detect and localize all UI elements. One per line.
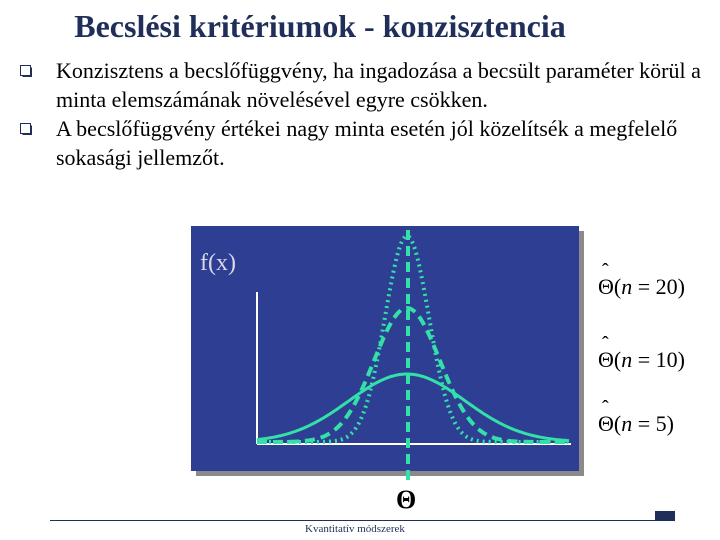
bullet-text: Konzisztens a becslőfüggvény, ha ingadozása a becsült paraméter körül a minta elemszámának növelésével egyre csökken. (56, 58, 701, 112)
footer-text: Kvantitatív módszerek (305, 523, 405, 535)
theta-center-line (405, 230, 411, 485)
x-axis-label: Θ (396, 485, 417, 514)
theta-hat-symbol: ˆ Θ (598, 411, 614, 437)
bullet-text: A becslőfüggvény értékei nagy minta esetén jól közelítsék a megfelelő sokasági jellemzőt. (56, 116, 678, 170)
bullet-item (20, 56, 710, 114)
legend-n20: ˆ Θ(n = 20) (598, 274, 685, 300)
bullet-list (20, 56, 710, 172)
slide-title: Becslési kritériumok - konzisztencia (74, 8, 566, 44)
theta-hat-symbol: ˆ Θ (598, 274, 614, 300)
footer-accent-box (655, 511, 675, 521)
bullet-item (20, 114, 710, 172)
distribution-figure (191, 226, 584, 476)
checkbox-bullet-icon (20, 65, 32, 77)
legend-n10: ˆ Θ(n = 10) (598, 347, 685, 373)
checkbox-bullet-icon (20, 123, 32, 135)
theta-hat-symbol: ˆ Θ (598, 347, 614, 373)
y-axis-label: f(x) (200, 250, 236, 276)
figure-background (191, 226, 579, 471)
footer-divider (50, 520, 670, 521)
legend-n5: ˆ Θ(n = 5) (598, 411, 674, 437)
